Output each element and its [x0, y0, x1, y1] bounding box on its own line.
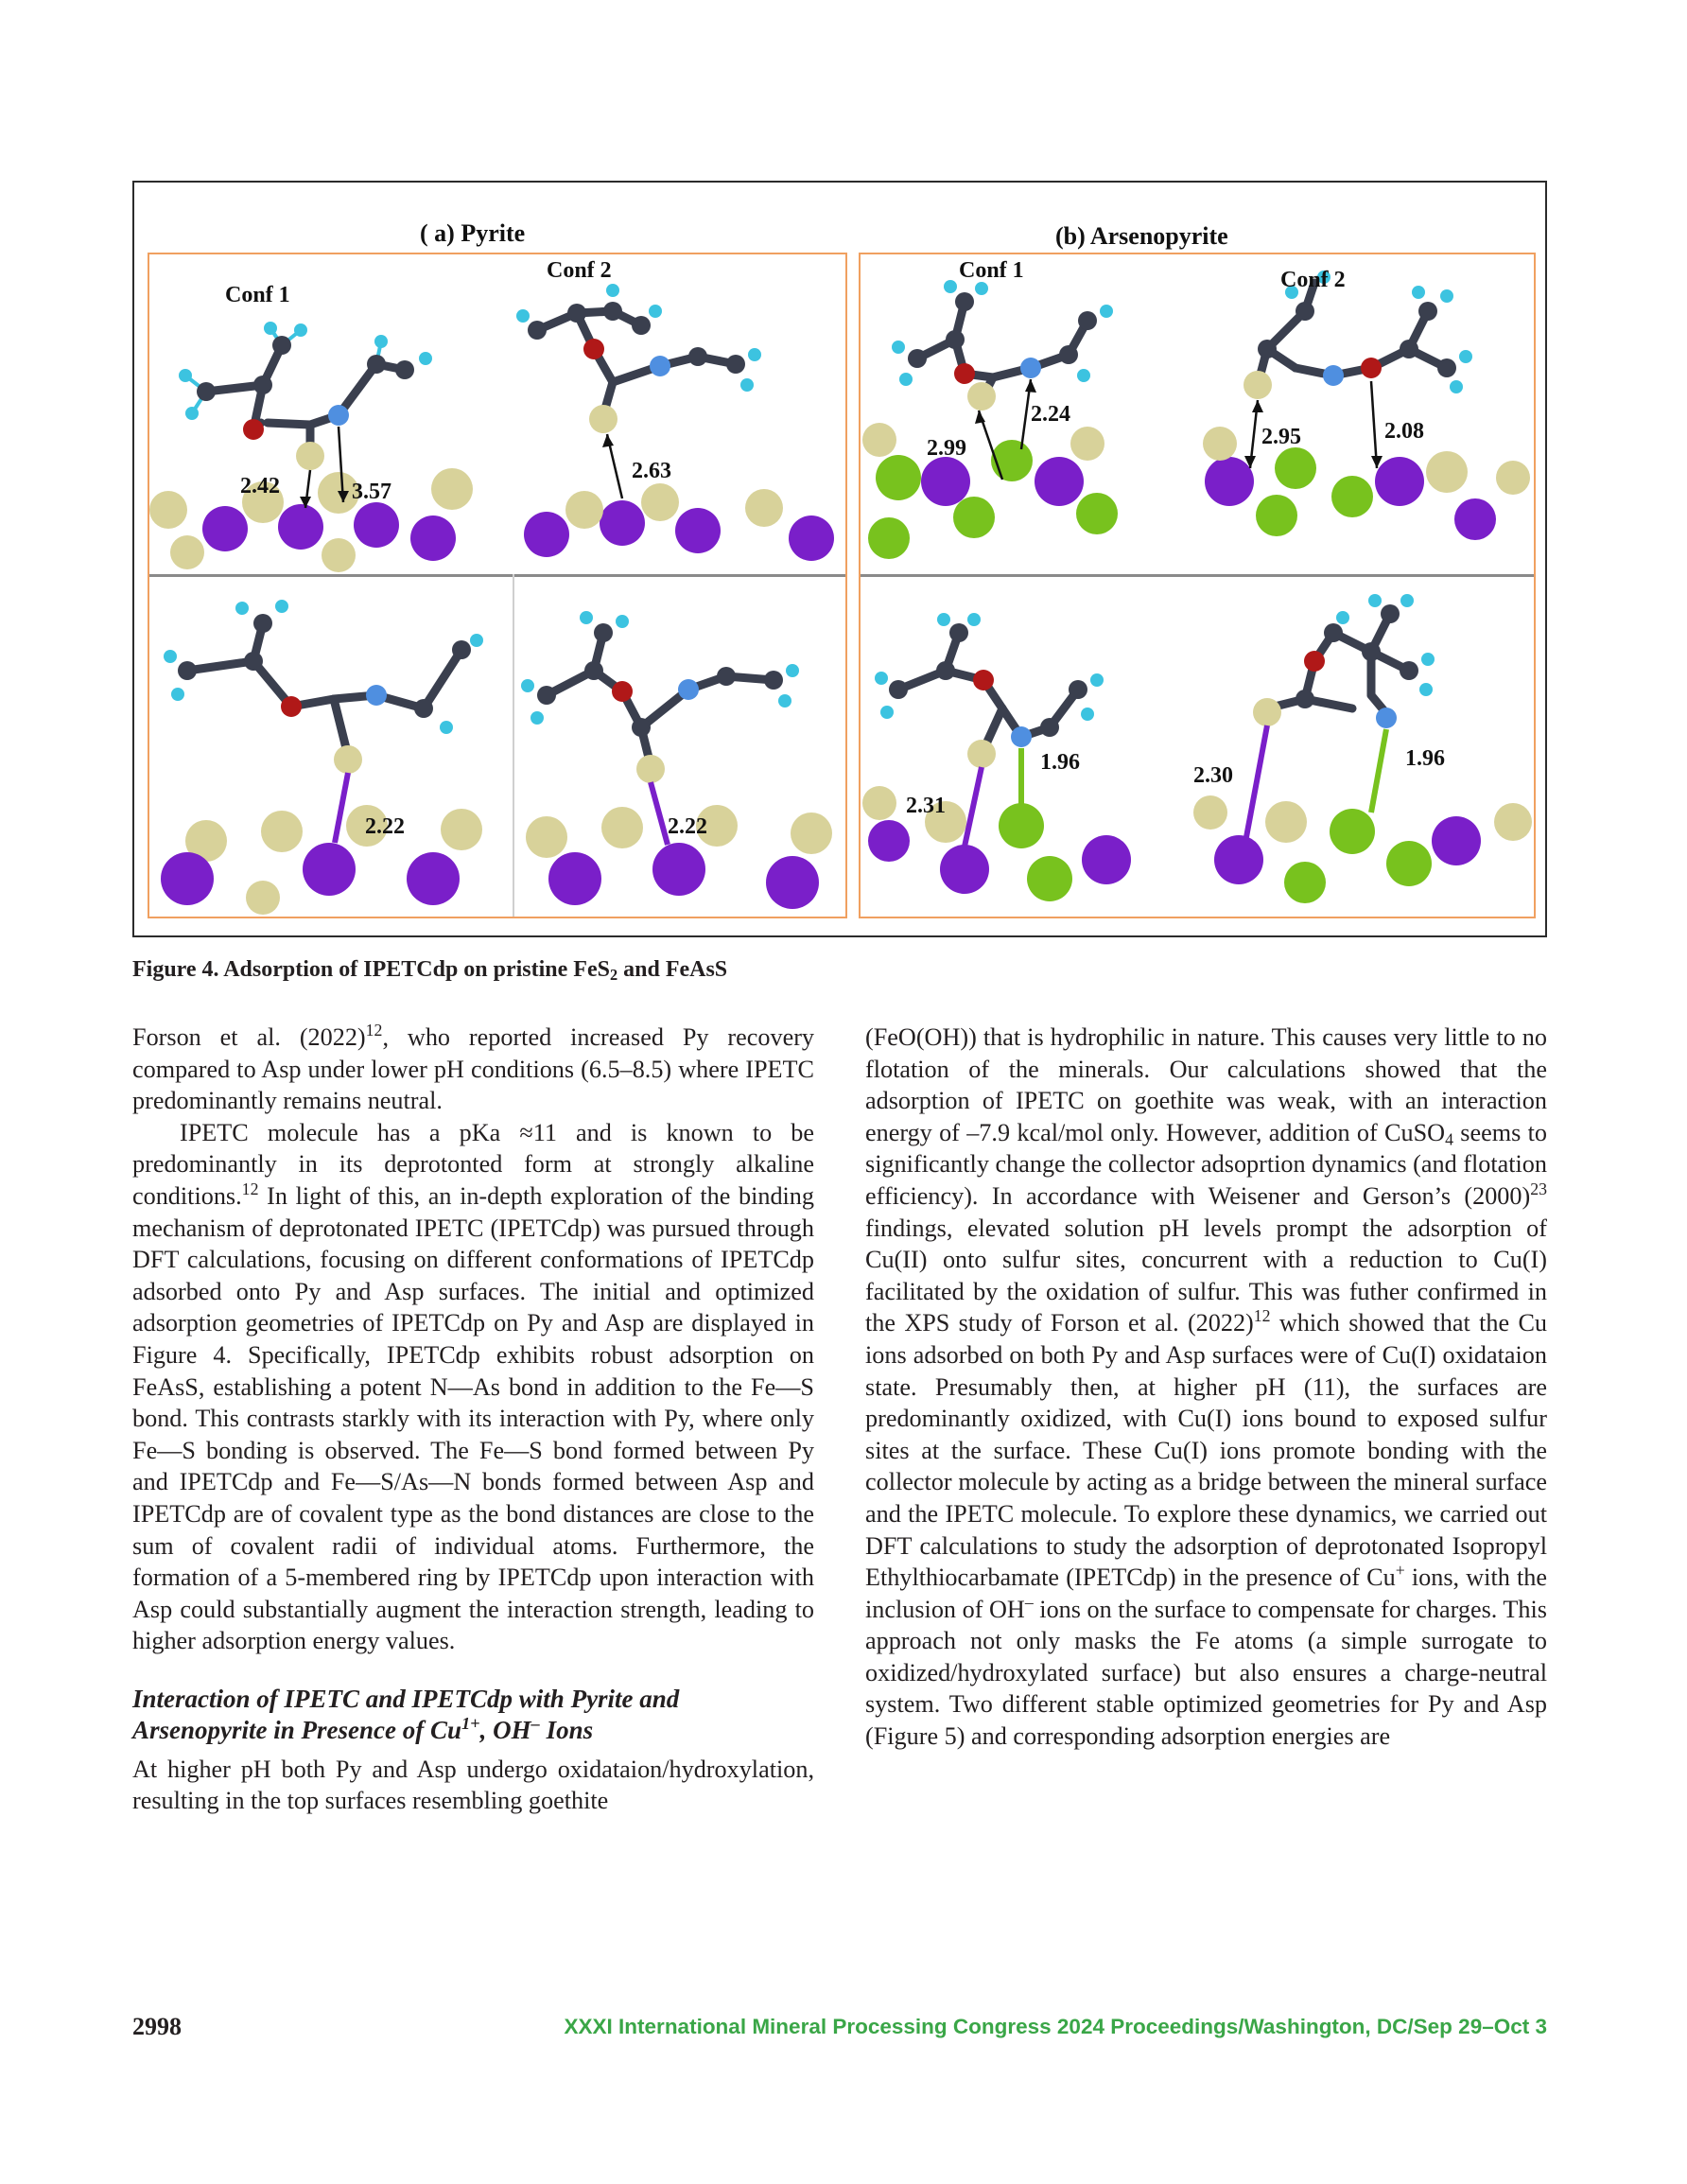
pyrite-structures: [149, 254, 847, 918]
right-column: [865, 1022, 1547, 1753]
c-atom: [584, 661, 603, 680]
h-atom: [1400, 594, 1414, 607]
c-atom: [603, 302, 622, 321]
n-atom: [328, 405, 349, 426]
c-atom: [395, 360, 414, 379]
c-atom: [1418, 302, 1437, 321]
b-bottom-right-distance-1: 2.30: [1193, 763, 1233, 788]
c-atom: [717, 667, 736, 686]
s-atom: [589, 405, 617, 433]
h-atom: [778, 694, 791, 708]
b-conf2-distance-2: 2.08: [1384, 419, 1424, 444]
h-atom: [1450, 380, 1463, 393]
caption-subscript: 2: [609, 966, 618, 985]
h-atom: [616, 615, 629, 628]
a-conf2-distance: 2.63: [632, 459, 671, 483]
h-atom: [521, 679, 534, 692]
c-atom: [528, 321, 547, 340]
paragraph: At higher pH both Py and Asp undergo oxidataion/hydroxylation, resulting in the top surfaces resembling goethite: [132, 1755, 814, 1815]
h-atom: [875, 672, 888, 685]
o-atom: [954, 363, 975, 384]
h-atom: [1368, 594, 1382, 607]
caption-text-suffix: and FeAsS: [617, 957, 728, 982]
h-atom: [1459, 350, 1472, 363]
c-atom: [632, 718, 651, 737]
c-atom: [1296, 302, 1314, 321]
page-number: 2998: [132, 2013, 182, 2040]
h-atom: [748, 348, 761, 361]
pyrite-surface-bottom-left: [161, 805, 482, 915]
arsenopyrite-surface-bottom-right: [1193, 795, 1532, 903]
s-atom: [967, 740, 996, 768]
h-atom: [937, 613, 950, 626]
c-atom: [1362, 642, 1381, 661]
c-atom: [889, 680, 908, 699]
h-atom: [530, 711, 544, 725]
c-atom: [946, 330, 965, 349]
h-atom: [470, 634, 483, 647]
panel-a-heading: ( a) Pyrite: [420, 219, 526, 247]
s-atom: [296, 442, 324, 470]
n-atom: [1323, 365, 1344, 386]
h-atom: [1440, 289, 1453, 303]
b-conf2-label: Conf 2: [1280, 268, 1346, 292]
h-atom: [606, 284, 619, 297]
paragraph: IPETC molecule has a pKa ≈11 and is known to be predominantly in its deprotonted form at strongly alkaline conditions.$^{12}$ In light of this, an in-depth exploration of the binding mechanism of deprotonated IPETC (IPETCdp) was pursued through DFT calculations, focusing on different conformations of IPETCdp adsorbed onto Py and Asp surfaces. The initial and optimized adsorption geometries of IPETCdp on Py and Asp are displayed in Figure 4. Specifically, IPETCdp exhibits robust adsorption on FeAsS, establishing a potent N—As bond in addition to the Fe—S bond. This contrasts starkly with its interaction with Py, where only Fe—S bonding is observed. The Fe—S bond formed between Py and IPETCdp and Fe—S/As—N bonds formed between Asp and IPETCdp are of covalent type as the bond distances are close to the sum of covalent radii of individual atoms. Furthermore, the formation of a 5-membered ring by IPETCdp upon interaction with Asp could substantially augment the interaction strength, leading to higher adsorption energy values.: [132, 1118, 814, 1655]
h-atom: [516, 309, 530, 323]
arsenopyrite-panel: [859, 253, 1536, 918]
s-atom: [1253, 698, 1281, 726]
c-atom: [1400, 661, 1418, 680]
h-atom: [164, 650, 177, 663]
o-atom: [973, 670, 994, 690]
c-atom: [1078, 311, 1097, 330]
a-bottom-right-distance: 2.22: [668, 814, 707, 839]
o-atom: [243, 419, 264, 440]
c-atom: [1040, 718, 1059, 737]
c-atom: [178, 661, 197, 680]
b-conf1-label: Conf 1: [959, 258, 1024, 283]
s-atom: [334, 745, 362, 774]
pyrite-surface-conf1: [149, 468, 473, 572]
c-atom: [272, 336, 291, 355]
c-atom: [1324, 623, 1343, 642]
h-atom: [440, 721, 453, 734]
c-atom: [1381, 604, 1400, 623]
c-atom: [253, 614, 272, 633]
c-atom: [1258, 340, 1277, 358]
c-atom: [936, 661, 955, 680]
h-atom: [185, 407, 199, 420]
c-atom: [688, 347, 707, 366]
n-atom: [1011, 726, 1032, 747]
h-atom: [1081, 708, 1094, 721]
a-bottom-left-distance: 2.22: [365, 814, 405, 839]
c-atom: [632, 316, 651, 335]
c-atom: [1437, 358, 1456, 377]
c-atom: [908, 349, 927, 368]
caption-text: Figure 4. Adsorption of IPETCdp on pristine FeS: [132, 957, 610, 982]
h-atom: [975, 282, 988, 295]
arsenopyrite-surface-bottom-left: [862, 786, 1131, 901]
h-atom: [235, 602, 249, 615]
arsenopyrite-structures: [861, 254, 1536, 918]
c-atom: [1069, 680, 1087, 699]
section-heading: Interaction of IPETC and IPETCdp with Pyrite and Arsenopyrite in Presence of $Cu^{1+}$, OH– Ions: [132, 1684, 680, 1744]
h-atom: [294, 323, 307, 337]
b-bottom-left-distance-1: 2.31: [906, 794, 946, 818]
a-conf1-distance-1: 2.42: [240, 474, 280, 498]
c-atom: [949, 623, 968, 642]
h-atom: [740, 378, 754, 392]
h-atom: [264, 322, 277, 335]
s-atom: [636, 755, 665, 783]
h-atom: [649, 305, 662, 318]
a-conf2-label: Conf 2: [547, 258, 612, 283]
panel-b-heading: (b) Arsenopyrite: [1055, 222, 1228, 250]
h-atom: [967, 613, 981, 626]
c-atom: [726, 355, 745, 374]
pyrite-surface-conf2: [524, 483, 834, 561]
left-column: [132, 1022, 814, 1817]
c-atom: [1059, 345, 1078, 364]
o-atom: [281, 696, 302, 717]
s-atom: [1244, 371, 1272, 399]
h-atom: [880, 706, 894, 719]
h-atom: [1412, 286, 1425, 299]
b-bottom-left-distance-2: 1.96: [1040, 750, 1080, 775]
o-atom: [1304, 651, 1325, 672]
o-atom: [1361, 358, 1382, 378]
a-conf1-label: Conf 1: [225, 283, 290, 307]
o-atom: [583, 339, 604, 359]
pyrite-panel: [148, 253, 847, 918]
c-atom: [452, 640, 471, 659]
c-atom: [537, 686, 556, 705]
n-atom: [1020, 358, 1041, 378]
a-conf1-distance-2: 3.57: [352, 480, 391, 504]
c-atom: [1296, 690, 1314, 708]
b-conf1-distance-1: 2.99: [927, 436, 966, 461]
b-conf2-distance-1: 2.95: [1261, 425, 1301, 449]
h-atom: [786, 664, 799, 677]
c-atom: [955, 292, 974, 311]
c-atom: [594, 623, 613, 642]
n-atom: [1376, 708, 1397, 728]
conference-footer: XXXI International Mineral Processing Congress 2024 Proceedings/Washington, DC/Sep 29–Oct 3: [564, 2015, 1547, 2038]
h-atom: [419, 352, 432, 365]
h-atom: [1077, 369, 1090, 382]
h-atom: [275, 600, 288, 613]
h-atom: [1090, 673, 1104, 687]
b-conf1-distance-2: 2.24: [1031, 402, 1070, 427]
h-atom: [580, 611, 593, 624]
figure-4: [132, 181, 1547, 937]
c-atom: [253, 376, 272, 394]
n-atom: [366, 685, 387, 706]
h-atom: [171, 688, 184, 701]
paragraph: Forson et al. $(2022)^{12}$, who reported increased Py recovery compared to Asp under lower pH conditions (6.5–8.5) where IPETC predominantly remains neutral.: [132, 1021, 815, 1115]
c-atom: [1400, 340, 1418, 358]
h-atom: [892, 341, 905, 354]
n-atom: [650, 356, 670, 376]
c-atom: [197, 382, 216, 401]
n-atom: [678, 679, 699, 700]
h-atom: [1419, 683, 1433, 696]
h-atom: [179, 369, 192, 382]
h-atom: [1100, 305, 1113, 318]
h-atom: [899, 373, 913, 386]
h-atom: [1336, 611, 1349, 624]
figure-caption: [132, 957, 727, 983]
b-bottom-right-distance-2: 1.96: [1405, 746, 1445, 771]
c-atom: [414, 699, 433, 718]
s-atom: [967, 382, 996, 411]
c-atom: [244, 652, 263, 671]
c-atom: [567, 304, 586, 323]
h-atom: [374, 335, 388, 348]
c-atom: [367, 355, 386, 374]
o-atom: [612, 681, 633, 702]
c-atom: [764, 671, 783, 690]
h-atom: [944, 280, 957, 293]
h-atom: [1421, 653, 1435, 666]
paragraph: (FeO(OH)) that is hydrophilic in nature. This causes very little to no flotation of the minerals. Our calculations showed that the adsorption of IPETC on goethite was weak, with an interaction energy of –7.9 kcal/mol only. However, addition of CuSO$_4$ seems to significantly change the collector adsoprtion dynamics (and flotation efficiency). In accordance with Weisener and Gerson’s $(2000)^{23}$ findings, elevated solution pH levels prompt the adsorption of Cu(II) onto sulfur sites, concurrent with a reduction to Cu(I) facilitated by the oxidation of sulfur. This was futher confirmed in the XPS study of Forson et al. $(2022)^{12}$ which showed that the Cu ions adsorbed on both Py and Asp surfaces were of Cu(I) oxidataion state. Presumably then, at higher pH (11), the surfaces are predominantly oxidized, with Cu(I) ions bound to exposed sulfur sites at the surface. These Cu(I) ions promote bonding with the collector molecule by acting as a bridge between the mineral surface and the IPETC molecule. To explore these dynamics, we carried out DFT calculations to study the adsorption of deprotonated Isopropyl Ethylthiocarbamate (IPETCdp) in the presence of Cu+ ions, with the inclusion of OH– ions on the surface to compensate for charges. This approach not only masks the Fe atoms (a simple surrogate to oxidized/hydroxylated surface) but also ensures a charge-neutral system. Two different stable optimized geometries for Py and Asp (Figure 5) and corresponding adsorption energies are: [865, 1023, 1547, 1751]
